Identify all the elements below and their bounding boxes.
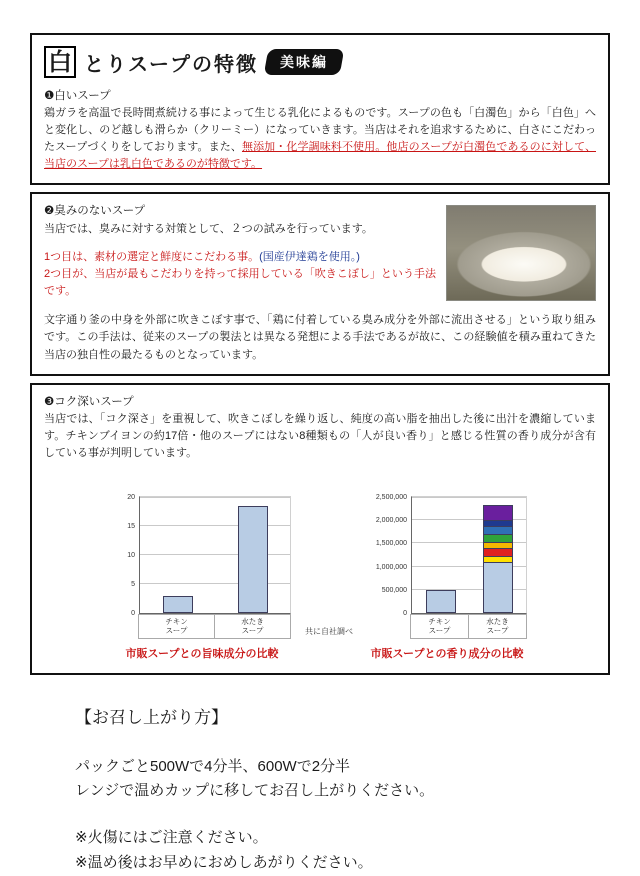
section2-heading: ❷臭みのないスープ — [44, 205, 146, 218]
charts-footnote: 共に自社調べ — [305, 626, 353, 636]
section2-text-column — [44, 203, 436, 301]
spacer — [44, 238, 436, 249]
spacer — [44, 301, 596, 312]
section2-point1 — [44, 249, 436, 266]
aroma-chart-caption: 市販スープとの香り成分の比較 — [370, 647, 524, 660]
section2-point2: 2つ目が、当店が最もこだわりを持って採用している「吹きこぼし」という手法です。 — [44, 267, 436, 297]
feature-panel-rich-soup — [30, 383, 610, 675]
umami-chart-y-axis: 0 5 10 15 20 — [127, 493, 135, 617]
section2-point1-red: 1つ目は、素材の選定と鮮度にこだわる事。 — [44, 250, 260, 263]
feature-panel-white-soup — [30, 33, 610, 185]
aroma-chart-x-labels: チキン スープ 水たき スープ — [367, 614, 527, 639]
serving-instructions — [75, 707, 610, 876]
brand-logo — [44, 46, 76, 78]
serving-note-1: ※火傷にはご注意ください。 — [75, 828, 268, 846]
section2-intro: 当店では、臭みに対する対策として、２つの試みを行っています。 — [44, 222, 373, 235]
panel-header — [44, 46, 596, 78]
brand-logo-char: 白 — [48, 47, 72, 76]
serving-instruction-1: パックごと500Wで4分半、600Wで2分半 — [75, 757, 351, 775]
aroma-comparison-chart — [367, 493, 527, 661]
boiling-pot-photo — [446, 205, 596, 301]
section1-text: 鶏ガラを高温で長時間煮続ける事によって生じる乳化によるものです。スープの色も「白濁色」から「白色」へと変化し、のど越しも滑らか（クリーミー）になっていきます。当店はそれを追求するために、白さにこだわったスープづくりをしております。また、 — [44, 107, 596, 154]
section3-body: 当店では、「コク深さ」を重視して、吹きこぼしを繰り返し、純度の高い脂を抽出した後に出汁を濃縮しています。チキンブイヨンの約17倍・他のスープにはない8種類もの「人が良い香り」と感じる性質の香り成分が含有している事が判明しています。 — [44, 412, 596, 459]
section1-highlight-text: 無添加・化学調味料不使用。他店のスープが白濁色であるのに対して、当店のスープは乳白色であるのが特徴です。 — [44, 141, 596, 171]
section1-heading: ❶白いスープ — [44, 90, 111, 102]
section-white-soup — [44, 88, 596, 173]
serving-instruction-2: レンジで温めカップに移してお召し上がりください。 — [75, 781, 435, 799]
umami-chart-x-labels: チキン スープ 水たき スープ — [113, 614, 291, 639]
umami-chart-plot — [139, 496, 291, 614]
serving-notes — [75, 825, 610, 876]
section2-body: 文字通り釜の中身を外部に吹きこぼす事で、「鶏に付着している臭み成分を外部に流出させる」という取り組みです。この手法は、従来のスープの製法とは異なる発想による手法であるが故に、この経験値を積み重ねてきた当店の独自性の最たるものとなっています。 — [44, 314, 596, 361]
section2-point1-blue: (国産伊達鶏を使用。) — [259, 250, 360, 263]
edition-badge — [264, 49, 345, 75]
serving-note-2: ※温め後はお早めにおめしあがりください。 — [75, 854, 373, 872]
serving-body — [75, 755, 610, 803]
section1-body — [44, 105, 596, 173]
page-title: とりスープの特徴 — [84, 53, 258, 76]
comparison-charts — [44, 493, 596, 663]
umami-chart-caption: 市販スープとの旨味成分の比較 — [125, 647, 279, 660]
feature-panel-no-odor-soup — [30, 192, 610, 375]
aroma-chart-plot — [411, 496, 527, 614]
umami-comparison-chart — [113, 493, 291, 661]
edition-badge-label: 美味編 — [280, 54, 328, 70]
serving-heading: 【お召し上がり方】 — [75, 707, 228, 727]
aroma-chart-y-axis: 0 500,000 1,000,000 1,500,000 2,000,000 2,500,000 — [375, 493, 407, 617]
section3-heading: ❸コク深いスープ — [44, 395, 134, 408]
